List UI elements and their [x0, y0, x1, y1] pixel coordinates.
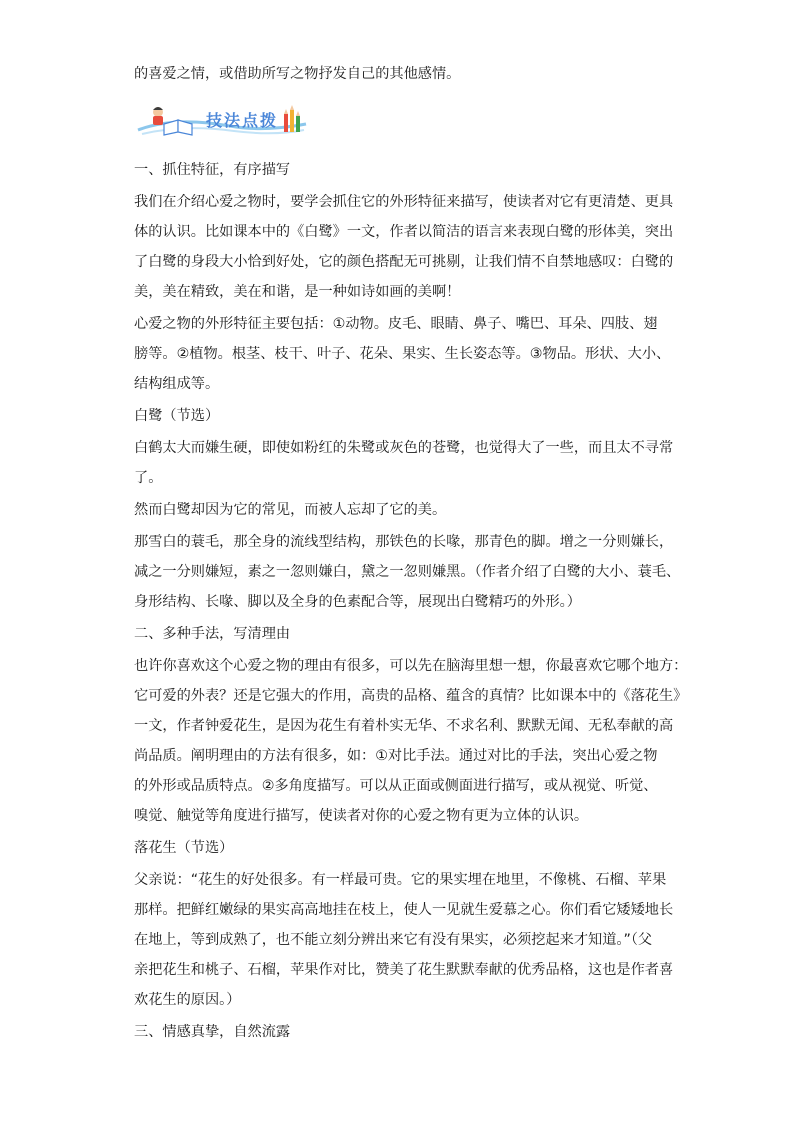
- text-line: 的喜爱之情，或借助所写之物抒发自己的其他感情。: [134, 66, 461, 82]
- excerpt-title: 落花生（节选）: [134, 840, 234, 856]
- text-line: 结构组成等。: [134, 376, 220, 392]
- banner-label: 技法点拨: [206, 111, 279, 130]
- section-heading: 二、多种手法，写清理由: [134, 626, 291, 642]
- text-line: 欢花生的原因。）: [134, 992, 241, 1008]
- technique-banner: [134, 104, 314, 138]
- text-line: 亲把花生和桃子、石榴，苹果作对比，赞美了花生默默奉献的优秀品格，这也是作者喜: [134, 962, 674, 978]
- text-line: 父亲说：“花生的好处很多。有一样最可贵。它的果实埋在地里，不像桃、石榴、苹果: [134, 872, 667, 888]
- text-line: 身形结构、长喙、脚以及全身的色素配合等，展现出白鹭精巧的外形。）: [134, 594, 581, 610]
- text-line: 然而白鹭却因为它的常见，而被人忘却了它的美。: [134, 502, 447, 518]
- text-line: 心爱之物的外形特征主要包括：①动物。皮毛、眼睛、鼻子、嘴巴、耳朵、四肢、翅: [134, 316, 658, 332]
- text-line: 白鹤太大而嫌生硬，即使如粉红的朱鹭或灰色的苍鹭，也觉得大了一些，而且太不寻常: [134, 440, 674, 456]
- text-line: 我们在介绍心爱之物时，要学会抓住它的外形特征来描写，使读者对它有更清楚、更具: [134, 194, 674, 210]
- text-line: 那雪白的蓑毛，那全身的流线型结构，那铁色的长喙，那青色的脚。增之一分则嫌长，: [134, 534, 674, 550]
- excerpt-title: 白鹭（节选）: [134, 408, 220, 424]
- pencil-icon: [284, 105, 300, 132]
- section-heading: 一、抓住特征，有序描写: [134, 162, 291, 178]
- book-icon: [164, 120, 192, 135]
- text-line: 了。: [134, 470, 163, 486]
- section-heading: 三、情感真挚，自然流露: [134, 1024, 291, 1040]
- text-line: 了白鹭的身段大小恰到好处，它的颜色搭配无可挑剔，让我们情不自禁地感叹：白鹭的: [134, 254, 674, 270]
- text-line: 美，美在精致，美在和谐，是一种如诗如画的美啊！: [134, 284, 461, 300]
- text-line: 嗅觉、触觉等角度进行描写，使读者对你的心爱之物有更为立体的认识。: [134, 808, 589, 824]
- text-line: 那样。把鲜红嫩绿的果实高高地挂在枝上，使人一见就生爱慕之心。你们看它矮矮地长: [134, 902, 674, 918]
- text-line: 减之一分则嫌短，素之一忽则嫌白，黛之一忽则嫌黑。（作者介绍了白鹭的大小、蓑毛、: [134, 564, 681, 580]
- text-line: 的外形或品质特点。②多角度描写。可以从正面或侧面进行描写，或从视觉、听觉、: [134, 778, 658, 794]
- text-line: 在地上，等到成熟了，也不能立刻分辨出来它有没有果实，必须挖起来才知道。”（父: [134, 932, 653, 948]
- text-line: 一文，作者钟爱花生，是因为花生有着朴实无华、不求名利、默默无闻、无私奉献的高: [134, 718, 674, 734]
- text-line: 尚品质。阐明理由的方法有很多，如：①对比手法。通过对比的手法，突出心爱之物: [134, 748, 658, 764]
- text-line: 它可爱的外表？还是它强大的作用，高贵的品格、蕴含的真情？比如课本中的《落花生》: [134, 688, 688, 704]
- text-line: 体的认识。比如课本中的《白鹭》一文，作者以简洁的语言来表现白鹭的形体美，突出: [134, 224, 674, 240]
- child-reading-icon: [153, 107, 163, 125]
- text-line: 膀等。②植物。根茎、枝干、叶子、花朵、果实、生长姿态等。③物品。形状、大小、: [134, 346, 671, 362]
- text-line: 也许你喜欢这个心爱之物的理由有很多，可以先在脑海里想一想，你最喜欢它哪个地方：: [134, 658, 688, 674]
